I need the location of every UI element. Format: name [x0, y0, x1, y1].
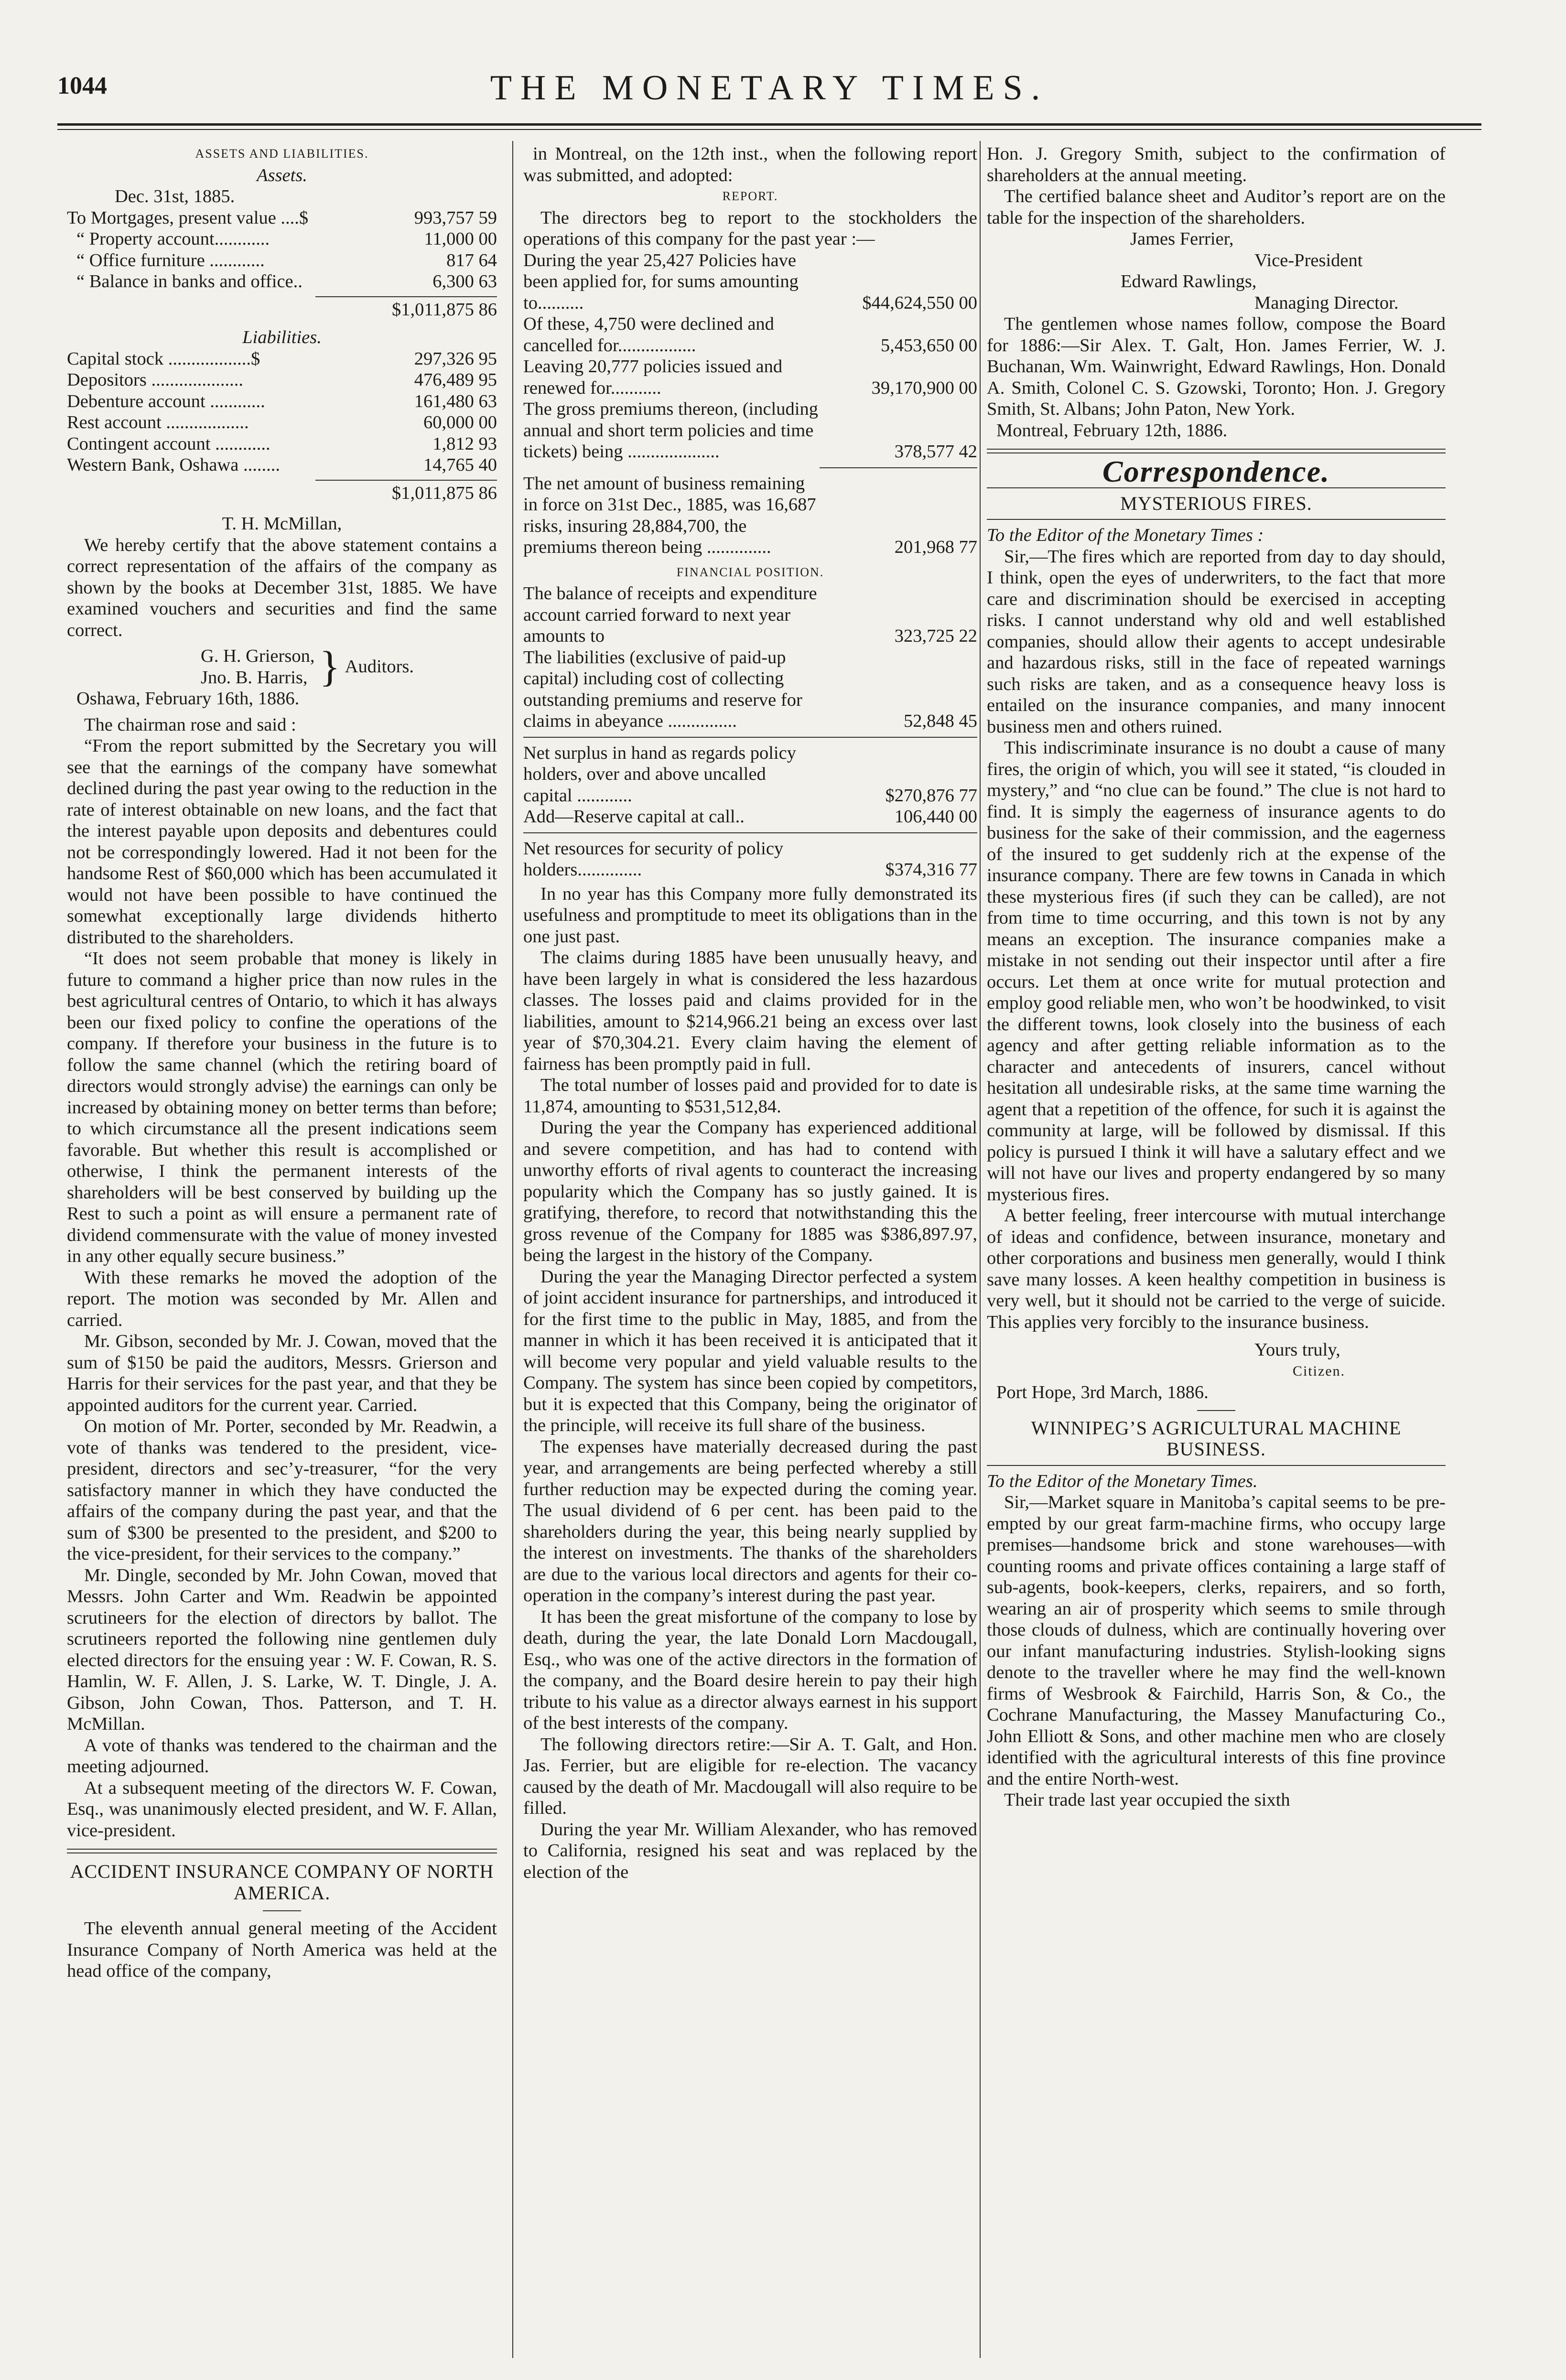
liabilities-label: Liabilities.	[242, 327, 322, 347]
paragraph: The following directors retire:—Sir A. T. Galt, and Hon. Jas. Ferrier, but are eligible for re-election. The vacancy caused by the death of Mr. Macdougall will also require to be filled.	[523, 1734, 977, 1818]
paragraph: “From the report submitted by the Secretary you will see that the earnings of the company have somewhat declined during the past year owing to the reduction in the rate of interest obtainable on new loans, and the fact that the interest payable upon deposits and debentures could not be correspondingly lowered. Had it not been for the handsome Rest of $60,000 which has been accumulated it would not have been possible to have continued the somewhat exceptionally large dividends hitherto distributed to the shareholders.	[67, 736, 497, 948]
paragraph: It has been the great misfortune of the company to lose by death, during the year, the late Donald Lorn Macdougall, Esq., who was one of the active directors in the formation of the company, and the Board desire herein to pay their high tribute to his value as a director always earnest in his support of the best interests of the company.	[523, 1606, 977, 1733]
place-date: Oshawa, February 16th, 1886.	[76, 689, 300, 709]
signature-name: James Ferrier,	[1130, 229, 1234, 249]
assets-heading: ASSETS AND LIABILITIES.	[195, 147, 369, 161]
paragraph: The expenses have materially decreased during the past year, and arrangements are being perfected whereby a still further reduction may be expected during the coming year. The usual dividend of 6 per cent. has been paid to the shareholders during the year, this being nearly supplied by the interest on investments. The thanks of the shareholders are due to the various local directors and agents for their co-operation in the company’s interest during the past year.	[523, 1436, 977, 1605]
rule	[820, 467, 977, 468]
to-editor: To the Editor of the Monetary Times.	[987, 1471, 1258, 1491]
resources-row: Net resources for security of policy holders.............. $374,316 77	[523, 838, 977, 880]
column-rule	[512, 141, 513, 2358]
paragraph: The certified balance sheet and Auditor’s report are on the table for the inspection of the shareholders.	[987, 186, 1446, 228]
section-divider	[987, 449, 1446, 453]
liabilities-list	[67, 348, 497, 476]
assets-list	[67, 207, 497, 292]
assets-total: $1,011,875 86	[315, 296, 497, 321]
paragraph: In no year has this Company more fully demonstrated its usefulness and promptitude to meet its obligations than in the one just past.	[523, 883, 977, 947]
liabilities-row: Debenture account ............ 161,480 63	[67, 391, 497, 411]
surplus-row: Net surplus in hand as regards policy holders, over and above uncalled capital ............ $270,876 77	[523, 743, 977, 806]
paragraph: The chairman rose and said :	[84, 714, 296, 735]
rule	[523, 737, 977, 738]
financial-row: The liabilities (exclusive of paid-up capital) including cost of collecting outstanding premiums and reserve for claims in abeyance ............... 52,848 45	[523, 647, 977, 731]
liabilities-row: Capital stock ..................$ 297,326 95	[67, 348, 497, 369]
signatory: T. H. McMillan,	[222, 514, 342, 534]
column-1	[67, 143, 497, 1982]
section-title: Correspondence.	[1102, 454, 1330, 488]
statement-date: Dec. 31st, 1885.	[115, 186, 235, 206]
masthead-rule-thin	[57, 129, 1481, 130]
paragraph: During the year Mr. William Alexander, who has removed to California, resigned his seat and was replaced by the election of the	[523, 1819, 977, 1882]
signature-name: Edward Rawlings,	[1121, 271, 1257, 291]
letter-paragraph: This indiscriminate insurance is no doubt a cause of many fires, the origin of which, you will see it stated, “is clouded in mystery,” and “no clue can be found.” The clue is not hard to find. It is simply the eagerness of insurance agents to do business for the sake of their commission, and the eagerness of the insured to get suddenly rich at the expense of the insurance company. There are few towns in Canada in which these mysterious fires (if such they can be called), are not from time to time occurring, and this town is not by any means an exception. The insurance companies make a mistake in not sending out their inspector until after a fire occurs. Let them at once write for mutual protection and employ good reliable men, who won’t be hoodwinked, to visit the different towns, look closely into the business of each agency and after getting reliable information as to the character and antecedents of insurers, cancel without hesitation all undesirable risks, at the same time warning the agent that a repetition of the offence, for such it is against the community at large, will be followed by dismissal. If this policy is pursued I think it will have a salutary effect and we will not have our lives and property endangered by so many mysterious fires.	[987, 738, 1446, 1205]
report-intro-line: in Montreal, on the 12th inst., when the following report was submitted, and adopted:	[523, 144, 977, 185]
place-date: Port Hope, 3rd March, 1886.	[996, 1382, 1209, 1402]
financial-row: The balance of receipts and expenditure account carried forward to next year amounts to 323,725 22	[523, 583, 977, 646]
divider	[263, 1910, 301, 1911]
liabilities-row: Rest account .................. 60,000 00	[67, 412, 497, 432]
paper-title: THE MONETARY TIMES.	[490, 68, 1049, 108]
paragraph: Mr. Dingle, seconded by Mr. John Cowan, moved that Messrs. John Carter and Wm. Readwin be appointed scrutineers for the election of directors by ballot. The scrutineers reported the following nine gentlemen duly elected directors for the ensuing year : W. F. Cowan, R. S. Hamlin, W. F. Allen, J. S. Larke, W. T. Dingle, J. A. Gibson, John Cowan, Thos. Patterson, and T. H. McMillan.	[67, 1565, 497, 1734]
report-row: The gross premiums thereon, (including annual and short term policies and time tickets) being .................... 378,577 42	[523, 399, 977, 462]
financial-label: FINANCIAL POSITION.	[676, 565, 824, 579]
liabilities-row: Depositors .................... 476,489 95	[67, 370, 497, 390]
reserve-row: Add—Reserve capital at call.. 106,440 00	[523, 807, 977, 827]
assets-row: “ Balance in banks and office.. 6,300 63	[76, 271, 497, 291]
certificate: We hereby certify that the above statement contains a correct representation of the affairs of the company as shown by the books at December 31st, 1885. We have examined vouchers and securities and find the same correct.	[67, 535, 497, 640]
liabilities-total: $1,011,875 86	[315, 480, 497, 504]
column-rule	[980, 141, 981, 2358]
article-title: ACCIDENT INSURANCE COMPANY OF NORTH AMERICA.	[70, 1861, 494, 1904]
auditors-block: G. H. Grierson, Jno. B. Harris, } Auditors.	[201, 643, 414, 690]
assets-row: “ Property account............ 11,000 00	[76, 229, 497, 249]
article-title: MYSTERIOUS FIRES.	[1120, 492, 1312, 514]
paragraph: “It does not seem probable that money is likely in future to command a higher price than now rules in the best agricultural centres of Ontario, to which it has always been our fixed policy to confine the operations of the company. If therefore your business in the future is to follow the same channel (which the retiring board of directors would strongly advise) the earnings can only be increased by obtaining money on better terms than before; to which circumstance all the present indications seem favorable. But whether this result is accomplished or otherwise, I think the permanent interests of the shareholders will be best conserved by building up the Rest to such a point as will ensure a permanent rate of dividend commensurate with the value of money invested in any other equally secure business.”	[67, 948, 497, 1266]
rule	[523, 832, 977, 833]
section-divider	[67, 1849, 497, 1853]
auditor-name: G. H. Grierson,	[201, 646, 315, 666]
article-title: WINNIPEG’S AGRICULTURAL MACHINE BUSINESS.	[1031, 1417, 1402, 1460]
auditors-label: Auditors.	[345, 657, 414, 677]
paragraph: A vote of thanks was tendered to the chairman and the meeting adjourned.	[67, 1735, 497, 1777]
article-intro: The eleventh annual general meeting of the Accident Insurance Company of North America was held at the head office of the company,	[67, 1918, 497, 1981]
report-row: Leaving 20,777 policies issued and renewed for........... 39,170,900 00	[523, 356, 977, 398]
signer: Citizen.	[1293, 1363, 1346, 1379]
paragraph: With these remarks he moved the adoption of the report. The motion was seconded by Mr. Allen and carried.	[67, 1267, 497, 1330]
liabilities-row: Western Bank, Oshawa ........ 14,765 40	[67, 455, 497, 475]
net-amount-row: The net amount of business remaining in force on 31st Dec., 1885, was 16,687 risks, insuring 28,884,700, the premiums thereon being .............. 201,968 77	[523, 473, 977, 557]
to-editor: To the Editor of the Monetary Times :	[987, 525, 1264, 545]
column-3	[987, 143, 1446, 1811]
report-row: Of these, 4,750 were declined and cancelled for................. 5,453,650 00	[523, 314, 977, 355]
paragraph: At a subsequent meeting of the directors W. F. Cowan, Esq., was unanimously elected president, and W. F. Allan, vice-president.	[67, 1777, 497, 1841]
letter-paragraph: Sir,—Market square in Manitoba’s capital seems to be pre-empted by our great farm-machine firms, who occupy large premises—handsome brick and stone warehouses—with counting rooms and private offices containing a large staff of sub-agents, book-keepers, clerks, repairers, and so forth, wearing an air of prosperity which seems to smile through those clouds of dulness, which are continually hovering over our infant manufacturing industries. Stylish-looking signs denote to the traveller where he may find the well-known firms of Wesbrook & Fairchild, Harris Son, & Co., the Cochrane Manufacturing, the Massey Manufacturing Co., John Elliott & Sons, and other machine men who are closely identified with the agricultural interests of this fine province and the entire North-west.	[987, 1492, 1446, 1789]
rule	[987, 1465, 1446, 1466]
report-intro: The directors beg to report to the stockholders the operations of this company for the past year :—	[523, 207, 977, 249]
auditor-name: Jno. B. Harris,	[201, 667, 308, 688]
divider	[1197, 1410, 1235, 1411]
masthead-rule	[57, 123, 1481, 126]
report-row: During the year 25,427 Policies have been applied for, for sums amounting to.......... $44,624,550 00	[523, 250, 977, 313]
column-2	[523, 143, 977, 1883]
paragraph: The gentlemen whose names follow, compose the Board for 1886:—Sir Alex. T. Galt, Hon. James Ferrier, W. J. Buchanan, Wm. Wainwright, Edward Rawlings, Hon. Donald A. Smith, Colonel C. S. Gzowski, Toronto; Hon. J. Gregory Smith, St. Albans; John Paton, New York.	[987, 314, 1446, 419]
place-date: Montreal, February 12th, 1886.	[996, 420, 1228, 441]
paragraph: On motion of Mr. Porter, seconded by Mr. Readwin, a vote of thanks was tendered to the president, vice-president, directors and sec’y-treasurer, “for the very satisfactory manner in which they have conducted the affairs of the company during the past year, and that the sum of $300 be presented to the president, and $200 to the vice-president, for their services to the company.”	[67, 1416, 497, 1564]
paragraph: During the year the Company has experienced additional and severe competition, and has had to contend with unworthy efforts of rival agents to counteract the increasing popularity which the Company has so justly gained. It is gratifying, therefore, to record that notwithstanding this the gross revenue of the Company for 1885 was $386,897.97, being the largest in the history of the Company.	[523, 1118, 977, 1265]
paragraph: The total number of losses paid and provided for to date is 11,874, amounting to $531,512,84.	[523, 1075, 977, 1117]
masthead	[57, 57, 1481, 115]
assets-row: “ Office furniture ............ 817 64	[76, 250, 497, 270]
signature-title: Vice-President	[1254, 250, 1363, 270]
closing: Yours truly,	[1254, 1340, 1340, 1360]
liabilities-row: Contingent account ............ 1,812 93	[67, 433, 497, 454]
letter-paragraph: Their trade last year occupied the sixth	[1004, 1790, 1290, 1810]
paragraph: Hon. J. Gregory Smith, subject to the confirmation of shareholders at the annual meeting.	[987, 144, 1446, 185]
paragraph: The claims during 1885 have been unusually heavy, and have been largely in what is considered the less hazardous classes. The losses paid and claims provided for in the liabilities, amount to $214,966.21 being an excess over last year of $70,304.21. Every claim having the element of fairness has been promptly paid in full.	[523, 948, 977, 1074]
assets-row: To Mortgages, present value ....$ 993,757 59	[67, 207, 497, 228]
report-label: REPORT.	[722, 189, 778, 203]
paragraph: Mr. Gibson, seconded by Mr. J. Cowan, moved that the sum of $150 be paid the auditors, Messrs. Grierson and Harris for their services for the past year, and that they be appointed auditors for the current year. Carried.	[67, 1331, 497, 1415]
paragraph: During the year the Managing Director perfected a system of joint accident insurance for partnerships, and introduced it for the first time to the public in May, 1885, and from the manner in which it has been received it is anticipated that it will become very popular and yield valuable results to the Company. The system has since been copied by competitors, but it is expected that this Company, being the originator of the principle, will receive its full share of the business.	[523, 1266, 977, 1435]
signature-title: Managing Director.	[1254, 292, 1399, 313]
rule	[987, 519, 1446, 520]
assets-label: Assets.	[257, 165, 307, 185]
page-number: 1044	[57, 72, 107, 99]
letter-paragraph: A better feeling, freer intercourse with mutual interchange of ideas and confidence, between insurance, monetary and other corporations and business men generally, would I think save many losses. A keen healthy competition in business is very well, but it should not be carried to the verge of suicide. This applies very forcibly to the insurance business.	[987, 1206, 1446, 1332]
letter-paragraph: Sir,—The fires which are reported from day to day should, I think, open the eyes of underwriters, to the fact that more care and discrimination should be exercised in accepting risks. I cannot understand why old and well established companies, should allow their agents to accept undesirable and hazardous risks, still in the face of repeated warnings such risks are taken, and as a consequence heavy loss is entailed on the insurance companies, and many innocent business men and others ruined.	[987, 546, 1446, 737]
